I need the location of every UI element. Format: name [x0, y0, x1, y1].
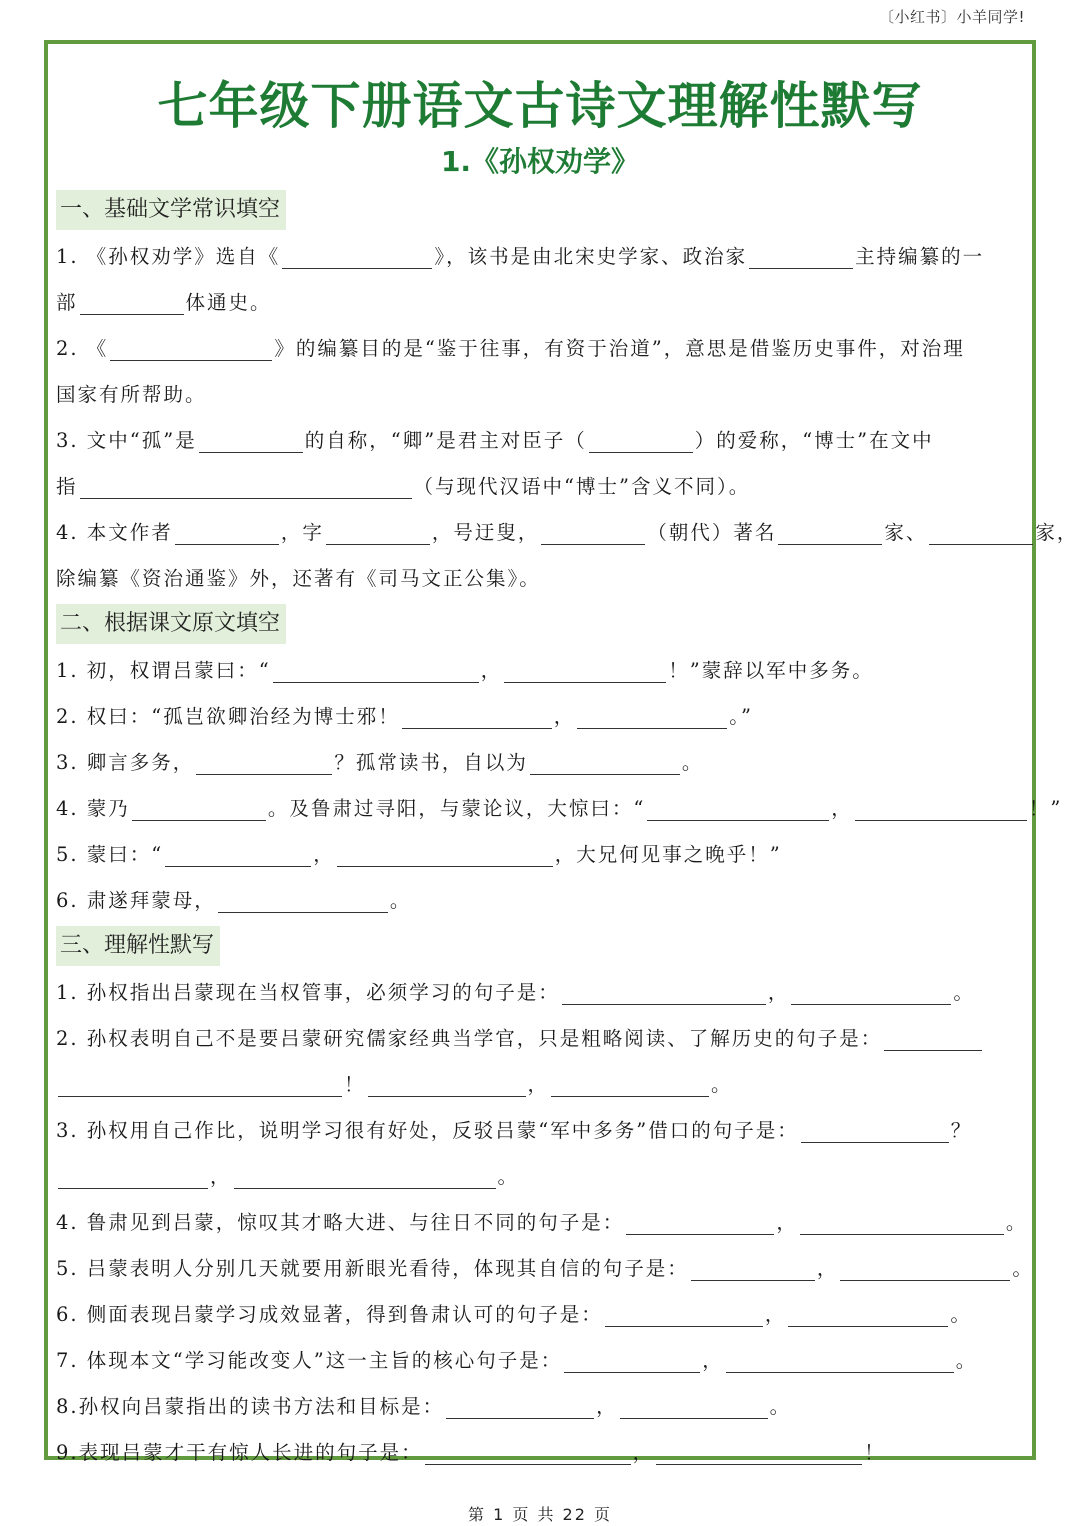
question-text: 1. 初，权谓吕蒙曰：“ [56, 659, 271, 682]
question-text: ！ [344, 1073, 366, 1096]
answer-blank[interactable] [80, 470, 412, 499]
question-text: 。 [711, 1073, 733, 1096]
section-heading: 三、理解性默写 [56, 926, 220, 966]
question-text: 。 [1012, 1257, 1034, 1280]
answer-blank[interactable] [425, 1436, 631, 1465]
answer-blank[interactable] [541, 516, 645, 545]
question-text: ， [553, 705, 576, 728]
question-text: ， [527, 1073, 550, 1096]
answer-blank[interactable] [196, 746, 332, 775]
section-heading: 一、基础文学常识填空 [56, 190, 286, 230]
question-text: ， [210, 1165, 232, 1188]
answer-blank[interactable] [80, 286, 184, 315]
answer-blank[interactable] [58, 1068, 342, 1097]
answer-blank[interactable] [589, 424, 693, 453]
answer-blank[interactable] [218, 884, 388, 913]
answer-blank[interactable] [577, 700, 727, 729]
question-text: 2. 孙权表明自己不是要吕蒙研究儒家经典当学官，只是粗略阅读、了解历史的句子是： [56, 1027, 883, 1050]
answer-blank[interactable] [726, 1344, 954, 1373]
watermark: 〔小红书〕小羊同学! [878, 8, 1025, 26]
answer-blank[interactable] [855, 792, 1027, 821]
question-line [56, 510, 1079, 556]
answer-blank[interactable] [234, 1160, 496, 1189]
answer-blank[interactable] [564, 1344, 700, 1373]
question-text: ，号迂叟， [431, 521, 540, 544]
question-text: ， [816, 1257, 839, 1280]
answer-blank[interactable] [626, 1206, 774, 1235]
answer-blank[interactable] [551, 1068, 709, 1097]
question-text: 。 [681, 751, 704, 774]
question-text: 主持编纂的一 [855, 245, 985, 268]
answer-blank[interactable] [840, 1252, 1010, 1281]
page-title: 七年级下册语文古诗文理解性默写 [157, 77, 923, 135]
question-line [56, 1108, 1024, 1154]
answer-blank[interactable] [605, 1298, 763, 1327]
question-line [56, 234, 1024, 280]
answer-blank[interactable] [691, 1252, 815, 1281]
question-text: ）的爱称，“博士”在文中 [694, 429, 934, 452]
answer-blank[interactable] [110, 332, 272, 361]
answer-blank[interactable] [778, 516, 882, 545]
answer-blank[interactable] [530, 746, 680, 775]
question-text: 部 [56, 291, 78, 314]
question-text: 。 [769, 1395, 792, 1418]
question-text: 除编纂《资治通鉴》外，还著有《司马文正公集》。 [56, 567, 541, 590]
question-line [56, 648, 1024, 694]
answer-blank[interactable] [788, 1298, 948, 1327]
question-text: 。” [729, 705, 754, 728]
question-line [56, 418, 1024, 464]
answer-blank[interactable] [58, 1160, 208, 1189]
question-line [56, 280, 1024, 326]
worksheet-frame [44, 40, 1079, 1464]
worksheet-content [56, 188, 1079, 1476]
question-text: 6. 肃遂拜蒙母， [56, 889, 216, 912]
question-text: 3. 孙权用自己作比，说明学习很有好处，反驳吕蒙“军中多务”借口的句子是： [56, 1119, 799, 1142]
question-line [56, 740, 1024, 786]
question-text: 家， [1035, 521, 1079, 544]
question-line [56, 1338, 1024, 1384]
question-text: ， [313, 843, 335, 866]
question-text: 》，该书是由北宋史学家、政治家 [434, 245, 748, 268]
answer-blank[interactable] [446, 1390, 594, 1419]
question-line [56, 1430, 1024, 1476]
question-text: 。 [950, 1303, 972, 1326]
question-text: （与现代汉语中“博士”含义不同）。 [413, 475, 751, 498]
question-text: 家、 [884, 521, 928, 544]
question-text: 。及鲁肃过寻阳，与蒙论议，大惊曰：“ [267, 797, 646, 820]
question-text: ， [596, 1395, 618, 1418]
question-text: 国家有所帮助。 [56, 383, 207, 406]
question-line [56, 1154, 1024, 1200]
question-text: ，字 [280, 521, 324, 544]
answer-blank[interactable] [647, 792, 829, 821]
lesson-title: 1.《孙权劝学》 [440, 145, 640, 178]
question-line [56, 1016, 1024, 1062]
question-text: ， [776, 1211, 798, 1234]
question-line [56, 1200, 1028, 1246]
question-text: 2. 《 [56, 337, 109, 360]
question-text: 3. 卿言多务， [56, 751, 195, 774]
answer-blank[interactable] [884, 1022, 982, 1051]
question-text: 3. 文中“孤”是 [56, 429, 197, 452]
question-text: 4. 蒙乃 [56, 797, 130, 820]
question-line [56, 326, 1024, 372]
question-text: 。 [389, 889, 412, 912]
answer-blank[interactable] [801, 1114, 949, 1143]
question-text: 。 [497, 1165, 520, 1188]
question-text: 5. 吕蒙表明人分别几天就要用新眼光看待，体现其自信的句子是： [56, 1257, 689, 1280]
question-line [56, 464, 1024, 510]
question-text: 。 [953, 981, 975, 1004]
question-text: 6. 侧面表现吕蒙学习成效显著，得到鲁肃认可的句子是： [56, 1303, 603, 1326]
answer-blank[interactable] [620, 1390, 768, 1419]
question-text: 的自称，“卿”是君主对臣子（ [304, 429, 587, 452]
question-line [56, 832, 1024, 878]
answer-blank[interactable] [326, 516, 430, 545]
question-text: 4. 鲁肃见到吕蒙，惊叹其才略大进、与往日不同的句子是： [56, 1211, 625, 1234]
question-text: ！” [1028, 797, 1063, 820]
question-line [56, 1246, 1034, 1292]
question-text: ？孤常读书，自以为 [334, 751, 528, 774]
question-text: ， [767, 981, 790, 1004]
question-text: ， [702, 1349, 724, 1372]
question-line [56, 556, 1024, 602]
question-text: 8.孙权向吕蒙指出的读书方法和目标是： [56, 1395, 445, 1418]
question-line [56, 970, 1024, 1016]
answer-blank[interactable] [175, 516, 279, 545]
question-line [56, 786, 1063, 832]
answer-blank[interactable] [282, 240, 432, 269]
question-text: 1. 孙权指出吕蒙现在当权管事，必须学习的句子是： [56, 981, 560, 1004]
question-text: 4. 本文作者 [56, 521, 173, 544]
question-line [56, 372, 1024, 418]
question-text: 7. 体现本文“学习能改变人”这一主旨的核心句子是： [56, 1349, 563, 1372]
answer-blank[interactable] [368, 1068, 526, 1097]
answer-blank[interactable] [800, 1206, 1004, 1235]
answer-blank[interactable] [165, 838, 311, 867]
answer-blank[interactable] [273, 654, 479, 683]
question-text: 2. 权曰：“孤岂欲卿治经为博士邪！ [56, 705, 400, 728]
question-text: ，大兄何见事之晚乎！” [554, 843, 782, 866]
question-text: ！”蒙辞以军中多务。 [668, 659, 874, 682]
question-text: 体通史。 [185, 291, 272, 314]
answer-blank[interactable] [562, 976, 766, 1005]
question-text: 1. 《孙权劝学》选自《 [56, 245, 281, 268]
question-text: 5. 蒙曰：“ [56, 843, 164, 866]
question-text: 。 [955, 1349, 978, 1372]
answer-blank[interactable] [504, 654, 666, 683]
page-number: 第 1 页 共 22 页 [468, 1505, 612, 1524]
question-text: 指 [56, 475, 78, 498]
answer-blank[interactable] [402, 700, 552, 729]
answer-blank[interactable] [132, 792, 266, 821]
question-line [56, 1292, 1024, 1338]
section-heading: 二、根据课文原文填空 [56, 604, 286, 644]
answer-blank[interactable] [791, 976, 951, 1005]
question-text: 9.表现吕蒙才干有惊人长进的句子是： [56, 1441, 423, 1464]
question-text: ， [480, 659, 503, 682]
question-text: （朝代）著名 [647, 521, 777, 544]
question-line [56, 694, 1024, 740]
answer-blank[interactable] [929, 516, 1033, 545]
question-line [56, 1384, 1024, 1430]
question-text: ？ [950, 1119, 973, 1142]
question-text: ， [831, 797, 853, 820]
question-text: ， [764, 1303, 787, 1326]
answer-blank[interactable] [199, 424, 303, 453]
question-text: 。 [1005, 1211, 1028, 1234]
question-text: ， [632, 1441, 655, 1464]
question-text: 》的编纂目的是“鉴于往事，有资于治道”，意思是借鉴历史事件，对治理 [274, 337, 965, 360]
question-line [56, 878, 1024, 924]
answer-blank[interactable] [749, 240, 853, 269]
question-line [56, 1062, 1024, 1108]
answer-blank[interactable] [337, 838, 553, 867]
question-text: ！ [864, 1441, 886, 1464]
answer-blank[interactable] [656, 1436, 862, 1465]
